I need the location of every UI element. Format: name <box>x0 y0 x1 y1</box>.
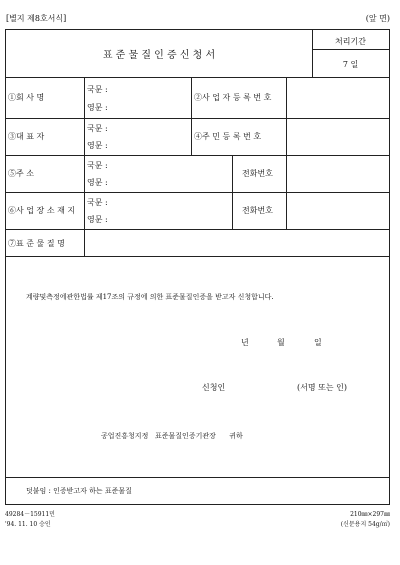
month-label: 월 <box>277 338 285 347</box>
day-label: 일 <box>314 338 322 347</box>
english-label: 영문 : <box>87 215 108 224</box>
approval-date: '94. 11. 10 승인 <box>5 521 51 528</box>
page-side-label: (앞 면) <box>365 14 390 23</box>
form-code: 49284－15911민 <box>5 511 55 518</box>
english-label: 영문 : <box>87 178 108 187</box>
divider <box>191 77 192 155</box>
divider <box>6 256 389 257</box>
company-name-label: ①회 사 명 <box>8 93 45 102</box>
divider <box>312 49 389 50</box>
divider <box>6 155 389 156</box>
form-title: 표 준 물 질 인 증 신 청 서 <box>102 50 216 61</box>
applicant-label: 신청인 <box>202 383 226 392</box>
korean-label: 국문 : <box>87 161 108 170</box>
address-label: ⑤주 소 <box>8 169 34 178</box>
addressee-text: 공업진흥청지정 표준물질인증기관장 귀하 <box>101 432 243 440</box>
divider <box>6 192 389 193</box>
divider <box>6 229 389 230</box>
paper-type: (신문용지 54g/㎡) <box>340 521 390 528</box>
english-label: 영문 : <box>87 103 108 112</box>
representative-label: ③대 표 자 <box>8 132 45 141</box>
divider <box>286 155 287 229</box>
divider <box>232 155 233 229</box>
korean-label: 국문 : <box>87 85 108 94</box>
phone-label: 전화번호 <box>242 169 273 178</box>
divider <box>6 477 389 478</box>
processing-period-label: 처리기간 <box>335 37 366 46</box>
business-reg-no-label: ②사 업 자 등 록 번 호 <box>194 93 272 102</box>
paper-size: 210㎜×297㎜ <box>350 511 390 518</box>
year-label: 년 <box>241 338 249 347</box>
application-form <box>5 29 390 505</box>
korean-label: 국문 : <box>87 198 108 207</box>
divider <box>286 77 287 155</box>
material-name-label: ⑦표 준 물 질 명 <box>8 239 65 248</box>
divider <box>84 77 85 256</box>
statement-text: 계량및측정에관한법률 제17조의 규정에 의한 표준물질인증을 받고자 신청합니다. <box>26 293 274 301</box>
phone-label: 전화번호 <box>242 206 273 215</box>
english-label: 영문 : <box>87 141 108 150</box>
attachment-text: 덧붙임 : 인증받고자 하는 표준물질 <box>26 487 132 495</box>
resident-reg-no-label: ④주 민 등 록 번 호 <box>194 132 262 141</box>
signature-note: (서명 또는 인) <box>297 383 347 392</box>
divider <box>6 77 389 78</box>
divider <box>6 118 389 119</box>
korean-label: 국문 : <box>87 124 108 133</box>
processing-period-value: 7 일 <box>342 60 359 69</box>
form-number-label: [별지 제8호서식] <box>6 14 67 23</box>
workplace-label: ⑥사 업 장 소 재 지 <box>8 206 76 215</box>
